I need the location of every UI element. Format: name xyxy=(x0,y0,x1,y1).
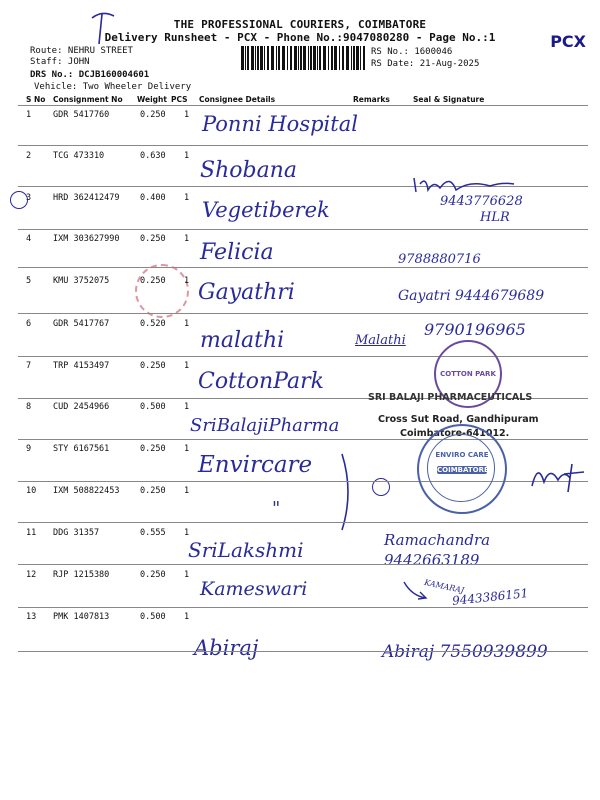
row-8-sno: 8 xyxy=(26,402,32,412)
row-3-consignee: Vegetiberek xyxy=(202,198,330,222)
row-2-consignee: Shobana xyxy=(200,158,297,183)
row-5-sno: 5 xyxy=(26,276,32,286)
row-7-weight: 0.250 xyxy=(140,361,166,371)
row-2-sno: 2 xyxy=(26,151,32,161)
row-3-sno: 3 xyxy=(26,193,32,203)
row-9-consignee: Envircare xyxy=(198,452,313,478)
row-5-weight: 0.250 xyxy=(140,276,166,286)
row-5-consignment: KMU 3752075 xyxy=(53,276,110,286)
barcode-icon xyxy=(241,46,367,70)
row-11-pcs: 1 xyxy=(184,528,190,538)
row-8-weight: 0.500 xyxy=(140,402,166,412)
col-weight: Weight xyxy=(137,95,167,104)
row-1-consignee: Ponni Hospital xyxy=(202,112,358,136)
row-9-consignment: STY 6167561 xyxy=(53,444,110,454)
company-title: THE PROFESSIONAL COURIERS, COIMBATORE xyxy=(173,18,427,31)
col-sno: S No xyxy=(26,95,46,104)
pharma-stamp-name: SRI BALAJI PHARMACEUTICALS xyxy=(368,392,533,403)
row-4-pcs: 1 xyxy=(184,234,190,244)
row-12-weight: 0.250 xyxy=(140,570,166,580)
envirocare-outer-text: ENVIRO CARE xyxy=(435,451,489,459)
row-10-consignee: " xyxy=(272,498,281,519)
cotton-park-stamp: COTTON PARK xyxy=(434,340,502,408)
row-divider xyxy=(18,229,588,230)
row-divider xyxy=(18,651,588,652)
row-13-pcs: 1 xyxy=(184,612,190,622)
row-5-consignee: Gayathri xyxy=(198,280,295,305)
row-divider xyxy=(18,522,588,523)
header-divider xyxy=(18,105,588,106)
row-6-pcs: 1 xyxy=(184,319,190,329)
row-9-weight: 0.250 xyxy=(140,444,166,454)
row-2-consignment: TCG 473310 xyxy=(53,151,105,161)
pharma-stamp-city: Coimbatore-641012. xyxy=(400,428,510,439)
hlr-note: HLR xyxy=(480,210,510,225)
row-1-consignment: GDR 5417760 xyxy=(53,110,110,120)
row-7-consignment: TRP 4153497 xyxy=(53,361,110,371)
row-12-consignment: RJP 1215380 xyxy=(53,570,110,580)
row-10-weight: 0.250 xyxy=(140,486,166,496)
row-4-sign: 9788880716 xyxy=(398,252,481,267)
row-6-weight: 0.520 xyxy=(140,319,166,329)
bracket-icon xyxy=(340,452,356,532)
row-3-pcs: 1 xyxy=(184,193,190,203)
row-divider xyxy=(18,145,588,146)
pharma-stamp-address: Cross Sut Road, Gandhipuram xyxy=(378,414,539,425)
staff: Staff: JOHN xyxy=(30,57,90,67)
col-seal: Seal & Signature xyxy=(413,95,485,104)
rs-date: RS Date: 21-Aug-2025 xyxy=(371,59,480,69)
row-10-sno: 10 xyxy=(26,486,37,496)
signature-icon xyxy=(528,456,588,496)
kamaraj-note: KAMARAJ xyxy=(423,577,465,596)
row-2-weight: 0.630 xyxy=(140,151,166,161)
row-6-consignee: malathi xyxy=(200,328,285,353)
row-11-consignment: DDG 31357 xyxy=(53,528,100,538)
envirocare-stamp xyxy=(417,424,507,514)
row-4-consignee: Felicia xyxy=(200,240,274,265)
drs-number: DRS No.: DCJB160004601 xyxy=(30,70,150,80)
row-13-sno: 13 xyxy=(26,612,37,622)
row-9-pcs: 1 xyxy=(184,444,190,454)
row-3-sign: 9443776628 xyxy=(440,194,523,209)
row-11-sno: 11 xyxy=(26,528,37,538)
vehicle: Vehicle: Two Wheeler Delivery xyxy=(34,82,192,92)
row-7-sno: 7 xyxy=(26,361,32,371)
row-6-sign: 9790196965 xyxy=(424,320,526,339)
row-8-consignee: SriBalajiPharma xyxy=(190,415,340,436)
runsheet-subtitle: Delivery Runsheet - PCX - Phone No.:9047080280 - Page No.:1 xyxy=(104,31,496,44)
col-remarks: Remarks xyxy=(353,95,390,104)
row-4-sno: 4 xyxy=(26,234,32,244)
row-9-sno: 9 xyxy=(26,444,32,454)
row-divider xyxy=(18,313,588,314)
col-consignment: Consignment No xyxy=(53,95,123,104)
row-8-pcs: 1 xyxy=(184,402,190,412)
row-12-sno: 12 xyxy=(26,570,37,580)
envirocare-inner-text: COIMBATORE xyxy=(437,466,489,474)
row-5-sign: Gayatri 9444679689 xyxy=(398,288,545,304)
row-11-consignee: SriLakshmi xyxy=(188,538,304,562)
row-1-pcs: 1 xyxy=(184,110,190,120)
red-stamp-icon xyxy=(135,264,189,318)
row-13-consignee: Abiraj xyxy=(194,636,259,660)
row-7-consignee: CottonPark xyxy=(198,369,324,394)
pcx-brand: PCX xyxy=(550,32,586,51)
route: Route: NEHRU STREET xyxy=(30,46,133,56)
row-divider xyxy=(18,564,588,565)
row-divider xyxy=(18,607,588,608)
row-10-consignment: IXM 508822453 xyxy=(53,486,120,496)
row-8-consignment: CUD 2454966 xyxy=(53,402,110,412)
row-divider xyxy=(18,267,588,268)
row-divider xyxy=(18,356,588,357)
pen-mark-icon xyxy=(88,4,118,48)
row-1-weight: 0.250 xyxy=(140,110,166,120)
row-3-weight: 0.400 xyxy=(140,193,166,203)
row-13-sign: Abiraj 7550939899 xyxy=(382,642,548,662)
row-12-consignee: Kameswari xyxy=(200,578,308,600)
col-pcs: PCS xyxy=(171,95,188,104)
row-13-weight: 0.500 xyxy=(140,612,166,622)
col-consignee: Consignee Details xyxy=(199,95,276,104)
signature-icon xyxy=(410,170,520,196)
row-5-pcs: 1 xyxy=(184,276,190,286)
row-13-consignment: PMK 1407813 xyxy=(53,612,110,622)
row-4-consignment: IXM 303627990 xyxy=(53,234,120,244)
row-7-pcs: 1 xyxy=(184,361,190,371)
row-11-weight: 0.555 xyxy=(140,528,166,538)
row-divider xyxy=(18,439,588,440)
rs-number: RS No.: 1600046 xyxy=(371,47,453,57)
row-3-consignment: HRD 362412479 xyxy=(53,193,120,203)
row-6-remarks: Malathi xyxy=(355,333,406,348)
row-11-sign: Ramachandra 9442663189 xyxy=(384,531,491,569)
row-4-weight: 0.250 xyxy=(140,234,166,244)
row-10-pcs: 1 xyxy=(184,486,190,496)
row-2-pcs: 1 xyxy=(184,151,190,161)
row-6-consignment: GDR 5417767 xyxy=(53,319,110,329)
row-1-sno: 1 xyxy=(26,110,32,120)
row-6-sno: 6 xyxy=(26,319,32,329)
row-12-sign: 9443386151 xyxy=(451,586,529,608)
row-12-pcs: 1 xyxy=(184,570,190,580)
